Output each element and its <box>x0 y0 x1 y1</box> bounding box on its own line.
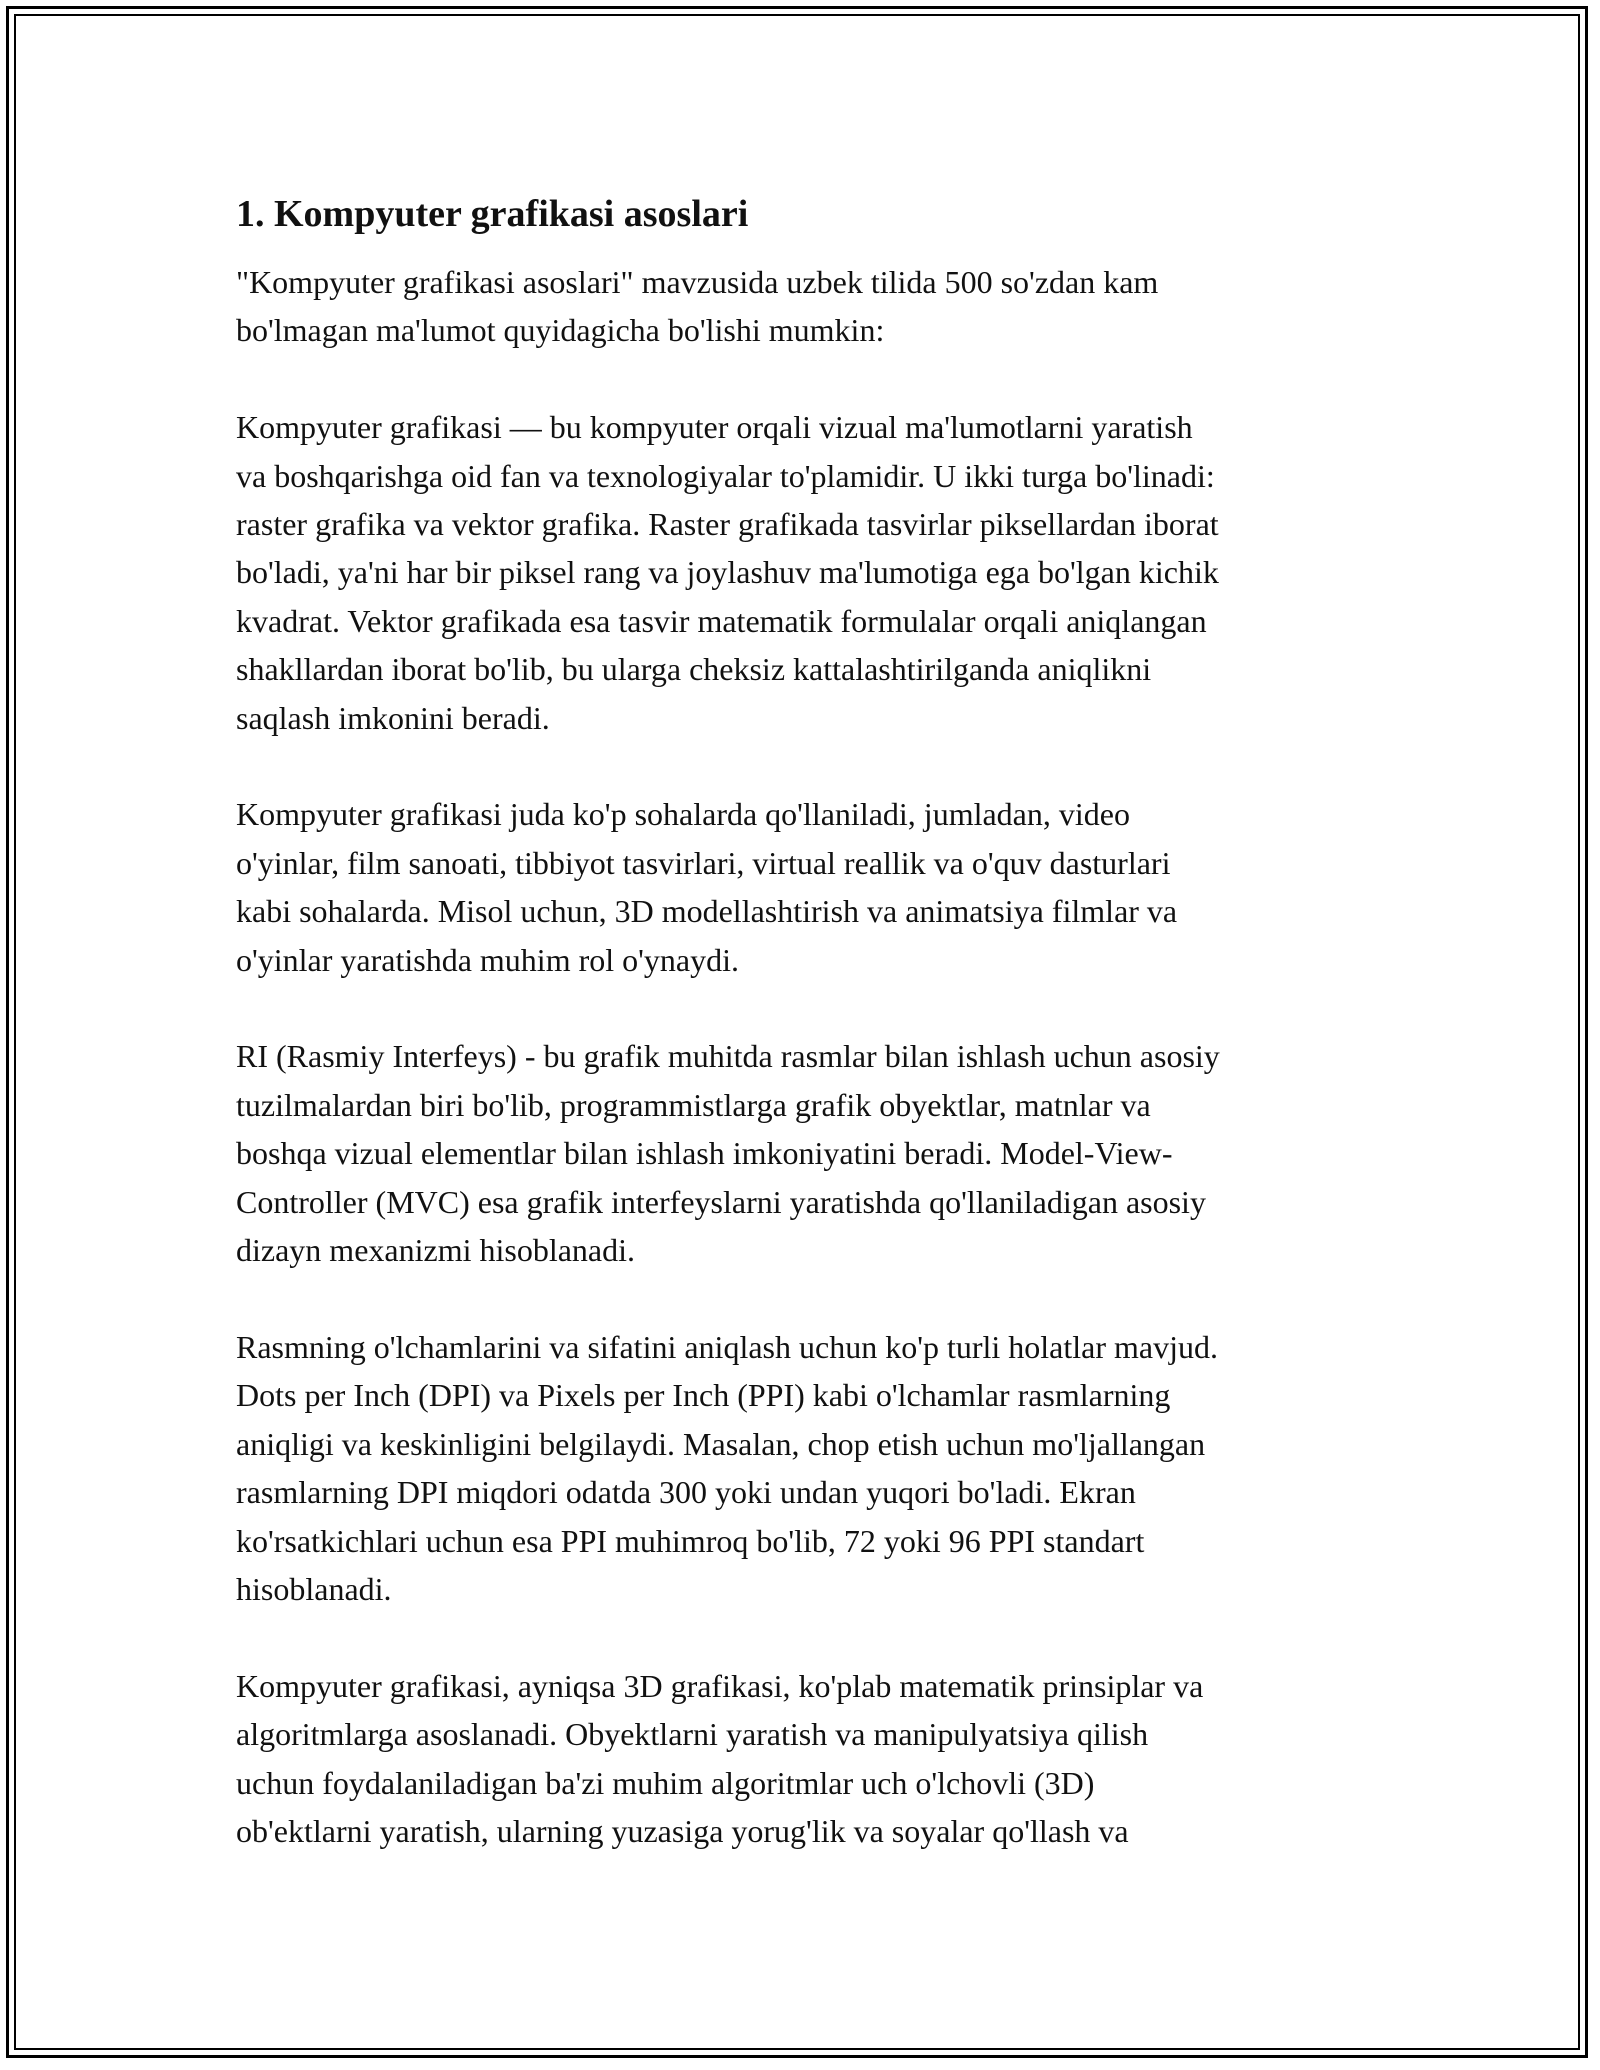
text-line: bo'ladi, ya'ni har bir piksel rang va joylashuv ma'lumotiga ega bo'lgan kichik <box>236 554 1219 591</box>
paragraph-interface <box>236 1032 1376 1274</box>
paragraph-resolution <box>236 1323 1376 1613</box>
text-line: hisoblanadi. <box>236 1570 392 1607</box>
text-line: uchun foydalaniladigan ba'zi muhim algoritmlar uch o'lchovli (3D) <box>236 1764 1095 1801</box>
text-line: kvadrat. Vektor grafikada esa tasvir matematik formulalar orqali aniqlangan <box>236 602 1207 639</box>
page-title: 1. Kompyuter grafikasi asoslari <box>236 193 749 235</box>
text-line: Controller (MVC) esa grafik interfeyslarni yaratishda qo'llaniladigan asosiy <box>236 1183 1206 1220</box>
text-line: ob'ektlarni yaratish, ularning yuzasiga yorug'lik va soyalar qo'llash va <box>236 1812 1129 1849</box>
text-line: Dots per Inch (DPI) va Pixels per Inch (PPI) kabi o'lchamlar rasmlarning <box>236 1377 1171 1414</box>
text-line: saqlash imkonini beradi. <box>236 699 550 736</box>
text-line: rasmlarning DPI miqdori odatda 300 yoki undan yuqori bo'ladi. Ekran <box>236 1474 1136 1511</box>
text-line: boshqa vizual elementlar bilan ishlash imkoniyatini beradi. Model-View- <box>236 1135 1173 1172</box>
text-line: Kompyuter grafikasi juda ko'p sohalarda qo'llaniladi, jumladan, video <box>236 796 1130 833</box>
text-line: dizayn mexanizmi hisoblanadi. <box>236 1232 635 1269</box>
text-line: Kompyuter grafikasi, ayniqsa 3D grafikasi, ko'plab matematik prinsiplar va <box>236 1667 1204 1704</box>
text-line: ko'rsatkichlari uchun esa PPI muhimroq bo'lib, 72 yoki 96 PPI standart <box>236 1522 1145 1559</box>
paragraph-definition <box>236 403 1376 742</box>
text-line: "Kompyuter grafikasi asoslari" mavzusida uzbek tilida 500 so'zdan kam <box>236 264 1159 300</box>
paragraph-algorithms <box>236 1662 1376 1856</box>
text-line: RI (Rasmiy Interfeys) - bu grafik muhitda rasmlar bilan ishlash uchun asosiy <box>236 1038 1220 1075</box>
text-line: shakllardan iborat bo'lib, bu ularga cheksiz kattalashtirilganda aniqlikni <box>236 651 1152 688</box>
text-line: kabi sohalarda. Misol uchun, 3D modellashtirish va animatsiya filmlar va <box>236 893 1178 930</box>
text-line: tuzilmalardan biri bo'lib, programmistlarga grafik obyektlar, matnlar va <box>236 1086 1151 1123</box>
text-line: bo'lmagan ma'lumot quyidagicha bo'lishi mumkin: <box>236 312 885 349</box>
text-line: raster grafika va vektor grafika. Raster grafikada tasvirlar piksellardan iborat <box>236 506 1219 543</box>
document-page <box>236 184 1376 1904</box>
text-line: aniqligi va keskinligini belgilaydi. Masalan, chop etish uchun mo'ljallangan <box>236 1425 1206 1462</box>
text-line: Kompyuter grafikasi — bu kompyuter orqali vizual ma'lumotlarni yaratish <box>236 409 1193 446</box>
paragraph-intro <box>236 258 1376 355</box>
text-line: o'yinlar, film sanoati, tibbiyot tasvirlari, virtual reallik va o'quv dasturlari <box>236 844 1171 881</box>
text-line: va boshqarishga oid fan va texnologiyalar to'plamidir. U ikki turga bo'linadi: <box>236 457 1215 494</box>
text-line: algoritmlarga asoslanadi. Obyektlarni yaratish va manipulyatsiya qilish <box>236 1716 1149 1753</box>
text-line: Rasmning o'lchamlarini va sifatini aniqlash uchun ko'p turli holatlar mavjud. <box>236 1328 1218 1365</box>
text-line: o'yinlar yaratishda muhim rol o'ynaydi. <box>236 941 739 978</box>
paragraph-applications <box>236 790 1376 984</box>
